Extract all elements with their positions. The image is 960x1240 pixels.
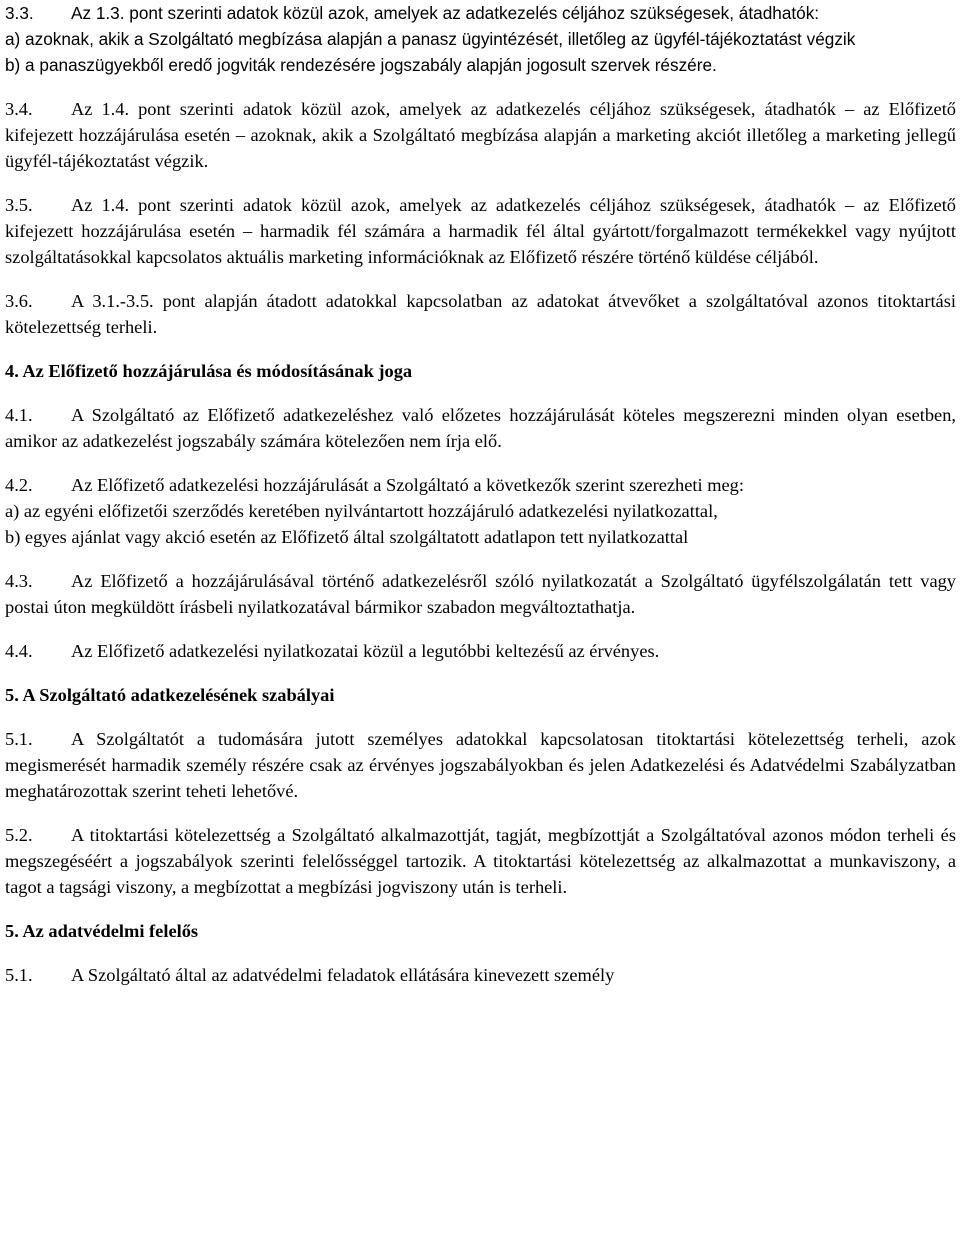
paragraph-number: 4.1.	[5, 405, 33, 425]
list-item-b: b) egyes ajánlat vagy akció esetén az Előfizető által szolgáltatott adatlapon tett nyilatkozattal	[5, 527, 689, 547]
paragraph-number: 5.2.	[5, 825, 33, 845]
paragraph-4-4	[5, 638, 956, 664]
paragraph-text: Az Előfizető a hozzájárulásával történő adatkezelésről szóló nyilatkozatát a Szolgáltató ügyfélszolgálatán tett vagy postai úton megküldött írásbeli nyilatkozatával bármikor szabadon megváltoztathatja.	[5, 571, 956, 617]
paragraph-number: 5.1.	[5, 729, 33, 749]
section-heading-data-protection-officer: 5. Az adatvédelmi felelős	[5, 921, 199, 941]
paragraph-text: Az 1.4. pont szerinti adatok közül azok, amelyek az adatkezelés céljához szükségesek, átadhatók – az Előfizető kifejezett hozzájárulása esetén – azoknak, akik a Szolgáltató megbízása alapján a marketing akciót illetőleg a marketing jellegű ügyfél-tájékoztatást végzik.	[5, 99, 956, 171]
paragraph-text: A 3.1.-3.5. pont alapján átadott adatokkal kapcsolatban az adatokat átvevőket a szolgáltatóval azonos titoktartási kötelezettség terheli.	[5, 291, 956, 337]
paragraph-text: A titoktartási kötelezettség a Szolgáltató alkalmazottját, tagját, megbízottját a Szolgáltatóval azonos módon terheli és megszegéséért a jogszabályok szerinti felelősséggel tartozik. A titoktartási kötelezettség az alkalmazottat a munkaviszony, a tagot a tagsági viszony, a megbízottat a megbízási jogviszony után is terheli.	[5, 825, 956, 897]
list-item-a: a) azoknak, akik a Szolgáltató megbízása alapján a panasz ügyintézését, illetőleg az ügyfél-tájékoztatást végzik	[5, 29, 856, 49]
paragraph-text: Az Előfizető adatkezelési hozzájárulását a Szolgáltató a következők szerint szerezheti meg:	[71, 475, 744, 495]
paragraph-number: 3.4.	[5, 99, 33, 119]
paragraph-5-1	[5, 726, 956, 804]
paragraph-3-3	[5, 0, 956, 26]
paragraph-4-1	[5, 402, 956, 454]
paragraph-5-1-officer	[5, 962, 956, 988]
paragraph-number: 4.3.	[5, 571, 33, 591]
paragraph-3-6	[5, 288, 956, 340]
paragraph-number: 3.3.	[5, 3, 34, 23]
paragraph-number: 3.6.	[5, 291, 33, 311]
paragraph-number: 4.2.	[5, 475, 33, 495]
paragraph-number: 4.4.	[5, 641, 33, 661]
paragraph-text: A Szolgáltatót a tudomására jutott személyes adatokkal kapcsolatosan titoktartási kötelezettség terheli, azok megismerését harmadik személy részére csak az érvényes jogszabályokban és jelen Adatkezelési és Adatvédelmi Szabályzatban meghatározottak szerint teheti lehetővé.	[5, 729, 956, 801]
paragraph-number: 3.5.	[5, 195, 33, 215]
paragraph-text: Az Előfizető adatkezelési nyilatkozatai közül a legutóbbi keltezésű az érvényes.	[71, 641, 660, 661]
paragraph-text: Az 1.4. pont szerinti adatok közül azok, amelyek az adatkezelés céljához szükségesek, átadhatók – az Előfizető kifejezett hozzájárulása esetén – harmadik fél számára a harmadik fél által gyártott/forgalmazott termékekkel vagy nyújtott szolgáltatásokkal kapcsolatos aktuális marketing információknak az Előfizető részére történő küldése céljából.	[5, 195, 956, 267]
paragraph-text: A Szolgáltató az Előfizető adatkezeléshez való előzetes hozzájárulását köteles megszerezni minden olyan esetben, amikor az adatkezelést jogszabály számára kötelezően nem írja elő.	[5, 405, 956, 451]
section-heading-5: 5. A Szolgáltató adatkezelésének szabályai	[5, 685, 335, 705]
paragraph-number: 5.1.	[5, 965, 33, 985]
paragraph-3-4	[5, 96, 956, 174]
paragraph-5-2	[5, 822, 956, 900]
paragraph-4-2	[5, 472, 956, 498]
section-heading-4: 4. Az Előfizető hozzájárulása és módosításának joga	[5, 361, 413, 381]
list-item-a: a) az egyéni előfizetői szerződés keretében nyilvántartott hozzájáruló adatkezelési nyilatkozattal,	[5, 501, 718, 521]
paragraph-3-5	[5, 192, 956, 270]
list-item-b: b) a panaszügyekből eredő jogviták rendezésére jogszabály alapján jogosult szervek részére.	[5, 55, 717, 75]
paragraph-text: A Szolgáltató által az adatvédelmi feladatok ellátására kinevezett személy	[71, 965, 615, 985]
paragraph-text: Az 1.3. pont szerinti adatok közül azok, amelyek az adatkezelés céljához szükségesek, átadhatók:	[71, 3, 820, 23]
paragraph-4-3	[5, 568, 956, 620]
